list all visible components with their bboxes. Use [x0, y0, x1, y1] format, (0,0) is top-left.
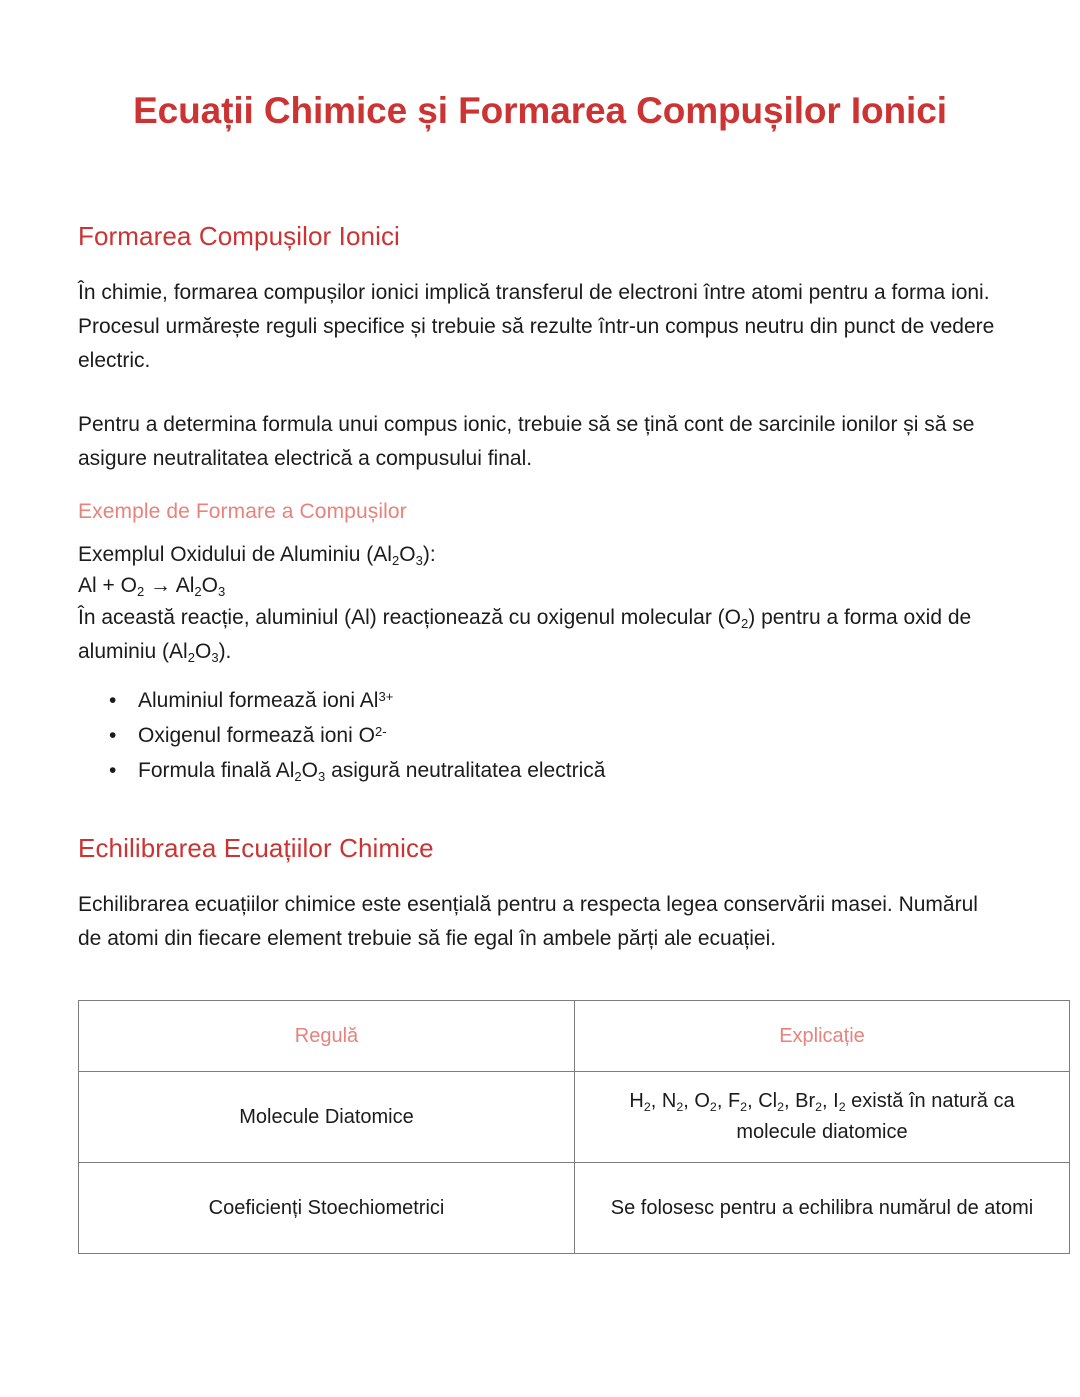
spacer — [78, 788, 1002, 832]
example-title-sub-2: 2 — [391, 553, 400, 569]
spacer — [78, 378, 1002, 408]
example-title-sub-3: 3 — [415, 553, 423, 569]
page-title: Ecuații Chimice și Formarea Compușilor Ionici — [133, 90, 947, 131]
bullet-2-charge: 2- — [374, 724, 387, 740]
formula-o2: $O_2$ — [694, 1090, 717, 1114]
paragraph-reaction-description — [78, 601, 1002, 669]
formula-i2: $I_2$ — [833, 1090, 846, 1114]
table-header-explicatie: Explicație — [575, 1001, 1070, 1072]
desc-part-2: ) pentru a forma oxid de aluminiu (Al — [78, 606, 972, 664]
bullet-3-text-before: Formula finală Al — [138, 759, 295, 783]
desc-part-1: În această reacție, aluminiul (Al) reacționează cu oxigenul molecular (O — [78, 606, 741, 630]
list-item — [78, 718, 1002, 753]
paragraph-echilibrare: Echilibrarea ecuațiilor chimice este esențială pentru a respecta legea conservării masei. Numărul de atomi din fiecare element trebuie să fie egal în ambele părți ale ecuației. — [78, 893, 978, 951]
desc-part-4: ). — [218, 640, 232, 664]
table-body — [79, 1072, 1070, 1254]
desc-sub-o3: 3 — [211, 650, 219, 666]
equation-sub-o2: 2 — [136, 584, 145, 600]
table-row — [79, 1163, 1070, 1254]
formula-n2: $N_2$ — [661, 1090, 684, 1114]
table-cell-explanation-diatomice: $H_2$, $N_2$, $O_2$, $F_2$, $Cl_2$, $Br_2$, $I_2$ există în natură ca molecule diatomice — [575, 1072, 1070, 1163]
equation-reactant-al-o: Al + O — [78, 574, 137, 598]
chemical-equation — [78, 570, 1002, 601]
spacer — [78, 134, 1002, 220]
desc-sub-al2: 2 — [187, 650, 195, 666]
formula-br2: $Br_2$ — [795, 1090, 823, 1114]
spacer — [78, 254, 1002, 276]
equation-product-o: O — [201, 574, 218, 598]
table-cell-rule-coeficienti: Coeficienți Stoechiometrici — [79, 1163, 575, 1254]
section-heading-formarea-compusilor-ionici: Formarea Compușilor Ionici — [78, 221, 400, 252]
bullet-3-sub-2: 2 — [294, 769, 302, 785]
desc-sub-o2: 2 — [741, 616, 749, 632]
paragraph-intro-chimie: În chimie, formarea compușilor ionici implică transferul de electroni între atomi pentru a forma ioni. Procesul urmărește reguli specifice și trebuie să rezulte într-un compus neutru din punct de vedere electric. — [78, 281, 995, 373]
paragraph-formula-compus-ionic: Pentru a determina formula unui compus ionic, trebuie să se țină cont de sarcinile ionilor și să se asigure neutralitatea electrică a compusului final. — [78, 413, 975, 471]
list-item — [78, 753, 1002, 788]
formula-f2: $F_2$ — [727, 1090, 748, 1114]
example-title-prefix: Exemplul Oxidului de Aluminiu (Al — [78, 543, 392, 567]
rules-table — [78, 1000, 1070, 1254]
bullet-2-text: Oxigenul formează ioni O — [138, 724, 375, 748]
bullet-3-text-after: asigură neutralitatea electrică — [325, 759, 606, 783]
equation-sub-al2: 2 — [194, 584, 202, 600]
section-heading-echilibrarea-ecuatiilor-chimice: Echilibrarea Ecuațiilor Chimice — [78, 833, 434, 864]
example-title-mid: O — [399, 543, 416, 567]
formula-h2: $H_2$ — [629, 1090, 651, 1114]
table-head — [79, 1001, 1070, 1072]
table-header-regula: Regulă — [79, 1001, 575, 1072]
table-header-row — [79, 1001, 1070, 1072]
example-title-suffix: ): — [422, 543, 436, 567]
desc-part-3: O — [194, 640, 212, 664]
table-cell-rule-diatomice: Molecule Diatomice — [79, 1072, 575, 1163]
formula-cl2: $Cl_2$ — [758, 1090, 784, 1114]
spacer — [78, 476, 1002, 498]
equation-arrow: → Al — [144, 574, 195, 598]
equation-sub-o3: 3 — [217, 584, 226, 600]
bullet-1-charge: 3+ — [378, 689, 394, 705]
table-row — [79, 1072, 1070, 1163]
spacer — [78, 525, 1002, 539]
spacer — [78, 669, 1002, 683]
example-title-line — [78, 539, 1002, 570]
table-cell-explanation-coeficienti: Se folosesc pentru a echilibra numărul de atomi — [575, 1163, 1070, 1254]
bullet-1-text: Aluminiul formează ioni Al — [138, 689, 379, 713]
subheading-exemple-de-formare: Exemple de Formare a Compușilor — [78, 500, 407, 524]
ion-facts-list — [78, 683, 1002, 788]
spacer — [78, 866, 1002, 888]
spacer — [78, 956, 1002, 1000]
diatomic-tail-text: există în natură ca molecule diatomice — [736, 1090, 1015, 1144]
bullet-3-sub-3: 3 — [318, 769, 326, 785]
bullet-3-mid: O — [301, 759, 318, 783]
list-item — [78, 683, 1002, 718]
